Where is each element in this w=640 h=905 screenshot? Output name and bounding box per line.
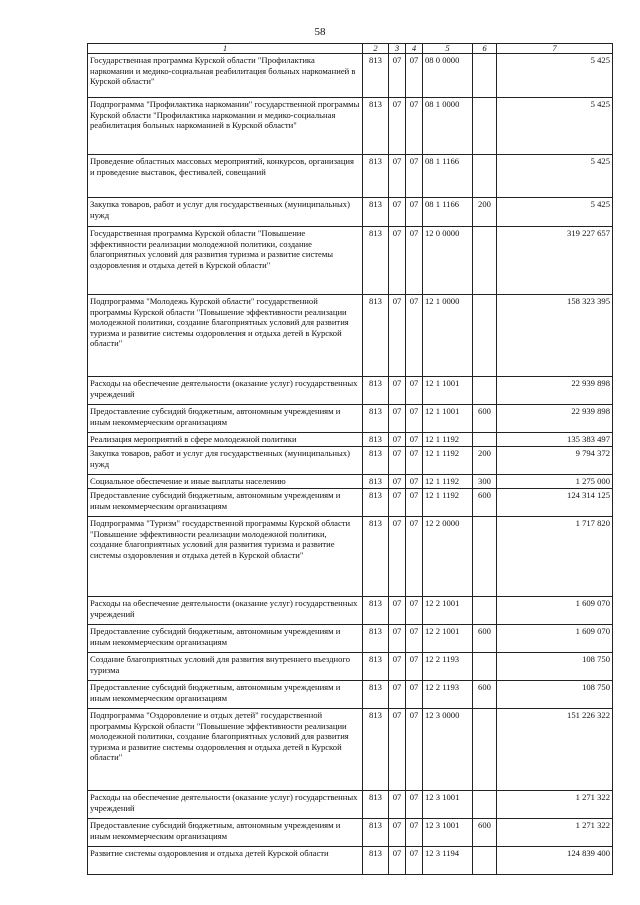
- row-grbs: 813: [363, 447, 389, 475]
- table-row: [88, 433, 613, 447]
- row-target-article: 08 1 0000: [423, 98, 473, 155]
- row-sum: 5 425: [497, 98, 613, 155]
- row-target-article: 08 1 1166: [423, 155, 473, 198]
- table-row: [88, 819, 613, 847]
- row-subsection: 07: [406, 681, 423, 709]
- row-expense-type: [473, 295, 497, 377]
- row-subsection: 07: [406, 98, 423, 155]
- row-subsection: 07: [406, 819, 423, 847]
- row-name: Закупка товаров, работ и услуг для государственных (муниципальных) нужд: [88, 447, 363, 475]
- table-row: [88, 155, 613, 198]
- table-row: [88, 98, 613, 155]
- row-name: Подпрограмма "Оздоровление и отдых детей" государственной программы Курской области "Повышение эффективности реализации молодежной политики, создание благоприятных условий для развития туризма и развитие системы оздоровления и отдыха детей в Курской области": [88, 709, 363, 791]
- row-target-article: 12 2 1193: [423, 681, 473, 709]
- row-section: 07: [389, 709, 406, 791]
- row-sum: 5 425: [497, 155, 613, 198]
- row-target-article: 12 2 0000: [423, 517, 473, 597]
- row-subsection: 07: [406, 447, 423, 475]
- row-target-article: 12 3 0000: [423, 709, 473, 791]
- row-target-article: 12 2 1001: [423, 625, 473, 653]
- row-target-article: 12 2 1193: [423, 653, 473, 681]
- row-sum: 1 271 322: [497, 791, 613, 819]
- table-header-row: [88, 44, 613, 54]
- row-grbs: 813: [363, 819, 389, 847]
- row-sum: 151 226 322: [497, 709, 613, 791]
- row-section: 07: [389, 405, 406, 433]
- row-subsection: 07: [406, 653, 423, 681]
- row-subsection: 07: [406, 489, 423, 517]
- row-grbs: 813: [363, 405, 389, 433]
- row-subsection: 07: [406, 433, 423, 447]
- row-sum: 108 750: [497, 681, 613, 709]
- header-col-grbs: 2: [363, 44, 389, 54]
- row-sum: 5 425: [497, 54, 613, 98]
- row-grbs: 813: [363, 791, 389, 819]
- row-sum: 5 425: [497, 198, 613, 227]
- row-expense-type: [473, 517, 497, 597]
- row-grbs: 813: [363, 295, 389, 377]
- header-col-name: 1: [88, 44, 363, 54]
- table-row: [88, 489, 613, 517]
- row-sum: 319 227 657: [497, 227, 613, 295]
- row-grbs: 813: [363, 155, 389, 198]
- table-row: [88, 377, 613, 405]
- row-section: 07: [389, 295, 406, 377]
- row-sum: 22 939 898: [497, 405, 613, 433]
- row-section: 07: [389, 155, 406, 198]
- row-expense-type: [473, 54, 497, 98]
- row-grbs: 813: [363, 377, 389, 405]
- row-section: 07: [389, 98, 406, 155]
- row-name: Предоставление субсидий бюджетным, автономным учреждениям и иным некоммерческим организациям: [88, 819, 363, 847]
- row-subsection: 07: [406, 625, 423, 653]
- row-name: Расходы на обеспечение деятельности (оказание услуг) государственных учреждений: [88, 791, 363, 819]
- row-subsection: 07: [406, 227, 423, 295]
- row-name: Государственная программа Курской области "Профилактика наркомании и медико-социальная реабилитация больных наркоманией в Курской области": [88, 54, 363, 98]
- budget-table: [87, 43, 613, 875]
- table-row: [88, 475, 613, 489]
- row-name: Проведение областных массовых мероприятий, конкурсов, организация и проведение выставок, фестивалей, совещаний: [88, 155, 363, 198]
- row-grbs: 813: [363, 198, 389, 227]
- row-name: Подпрограмма "Туризм" государственной программы Курской области "Повышение эффективности реализации молодежной политики, создание благоприятных условий для развития туризма и развитие системы оздоровления и отдыха детей в Курской области": [88, 517, 363, 597]
- row-sum: 135 383 497: [497, 433, 613, 447]
- row-target-article: 12 1 0000: [423, 295, 473, 377]
- row-name: Подпрограмма "Профилактика наркомании" государственной программы Курской области "Профилактика наркомании и медико-социальная реабилитация больных наркоманией в Курской области": [88, 98, 363, 155]
- row-name: Расходы на обеспечение деятельности (оказание услуг) государственных учреждений: [88, 377, 363, 405]
- table-row: [88, 447, 613, 475]
- row-expense-type: 300: [473, 475, 497, 489]
- row-name: Предоставление субсидий бюджетным, автономным учреждениям и иным некоммерческим организациям: [88, 681, 363, 709]
- row-expense-type: [473, 155, 497, 198]
- row-expense-type: 200: [473, 198, 497, 227]
- row-sum: 1 609 070: [497, 597, 613, 625]
- row-grbs: 813: [363, 517, 389, 597]
- table-body: [88, 54, 613, 875]
- row-subsection: 07: [406, 405, 423, 433]
- row-sum: 124 314 125: [497, 489, 613, 517]
- row-section: 07: [389, 847, 406, 875]
- table-row: [88, 709, 613, 791]
- row-target-article: 12 2 1001: [423, 597, 473, 625]
- table-row: [88, 847, 613, 875]
- row-subsection: 07: [406, 295, 423, 377]
- row-subsection: 07: [406, 198, 423, 227]
- row-expense-type: [473, 377, 497, 405]
- page-number: 58: [314, 26, 326, 38]
- row-target-article: 08 1 1166: [423, 198, 473, 227]
- table-row: [88, 295, 613, 377]
- row-grbs: 813: [363, 227, 389, 295]
- row-section: 07: [389, 54, 406, 98]
- row-subsection: 07: [406, 475, 423, 489]
- row-sum: 158 323 395: [497, 295, 613, 377]
- row-grbs: 813: [363, 475, 389, 489]
- row-section: 07: [389, 819, 406, 847]
- row-target-article: 12 1 1001: [423, 405, 473, 433]
- row-section: 07: [389, 447, 406, 475]
- row-section: 07: [389, 489, 406, 517]
- row-target-article: 12 3 1001: [423, 819, 473, 847]
- row-target-article: 12 1 1192: [423, 475, 473, 489]
- row-expense-type: 600: [473, 489, 497, 517]
- row-subsection: 07: [406, 377, 423, 405]
- row-sum: 22 939 898: [497, 377, 613, 405]
- row-subsection: 07: [406, 709, 423, 791]
- row-name: Создание благоприятных условий для развития внутреннего въездного туризма: [88, 653, 363, 681]
- row-sum: 1 609 070: [497, 625, 613, 653]
- row-name: Предоставление субсидий бюджетным, автономным учреждениям и иным некоммерческим организациям: [88, 489, 363, 517]
- row-name: Государственная программа Курской области "Повышение эффективности реализации молодежной политики, создание благоприятных условий для развития туризма и развитие системы оздоровления и отдыха детей в Курской области": [88, 227, 363, 295]
- header-col-section: 3: [389, 44, 406, 54]
- row-section: 07: [389, 433, 406, 447]
- table-row: [88, 681, 613, 709]
- header-col-target-article: 5: [423, 44, 473, 54]
- row-expense-type: 600: [473, 819, 497, 847]
- table-row: [88, 597, 613, 625]
- table-row: [88, 625, 613, 653]
- row-section: 07: [389, 597, 406, 625]
- row-name: Предоставление субсидий бюджетным, автономным учреждениям и иным некоммерческим организациям: [88, 625, 363, 653]
- row-sum: 1 271 322: [497, 819, 613, 847]
- row-name: Подпрограмма "Молодежь Курской области" государственной программы Курской области "Повышение эффективности реализации молодежной политики, создание благоприятных условий для развития туризма и развитие системы оздоровления и отдыха детей в Курской области": [88, 295, 363, 377]
- row-target-article: 12 3 1001: [423, 791, 473, 819]
- row-name: Реализация мероприятий в сфере молодежной политики: [88, 433, 363, 447]
- row-grbs: 813: [363, 709, 389, 791]
- table-row: [88, 198, 613, 227]
- table-row: [88, 653, 613, 681]
- row-name: Предоставление субсидий бюджетным, автономным учреждениям и иным некоммерческим организациям: [88, 405, 363, 433]
- row-section: 07: [389, 198, 406, 227]
- row-grbs: 813: [363, 54, 389, 98]
- row-subsection: 07: [406, 597, 423, 625]
- row-expense-type: [473, 847, 497, 875]
- row-subsection: 07: [406, 517, 423, 597]
- row-section: 07: [389, 681, 406, 709]
- row-section: 07: [389, 377, 406, 405]
- row-subsection: 07: [406, 847, 423, 875]
- row-section: 07: [389, 625, 406, 653]
- row-expense-type: [473, 227, 497, 295]
- row-sum: 1 717 820: [497, 517, 613, 597]
- row-target-article: 12 1 1192: [423, 433, 473, 447]
- header-col-subsection: 4: [406, 44, 423, 54]
- table-row: [88, 54, 613, 98]
- row-expense-type: 600: [473, 681, 497, 709]
- row-subsection: 07: [406, 54, 423, 98]
- row-expense-type: [473, 597, 497, 625]
- row-expense-type: 200: [473, 447, 497, 475]
- row-expense-type: [473, 98, 497, 155]
- row-section: 07: [389, 475, 406, 489]
- row-section: 07: [389, 653, 406, 681]
- row-grbs: 813: [363, 653, 389, 681]
- row-expense-type: 600: [473, 625, 497, 653]
- row-grbs: 813: [363, 597, 389, 625]
- table-row: [88, 405, 613, 433]
- row-name: Закупка товаров, работ и услуг для государственных (муниципальных) нужд: [88, 198, 363, 227]
- row-target-article: 12 1 1192: [423, 489, 473, 517]
- table-row: [88, 517, 613, 597]
- row-name: Расходы на обеспечение деятельности (оказание услуг) государственных учреждений: [88, 597, 363, 625]
- row-expense-type: [473, 791, 497, 819]
- row-grbs: 813: [363, 625, 389, 653]
- row-grbs: 813: [363, 681, 389, 709]
- header-col-sum: 7: [497, 44, 613, 54]
- row-grbs: 813: [363, 489, 389, 517]
- row-name: Развитие системы оздоровления и отдыха детей Курской области: [88, 847, 363, 875]
- row-expense-type: [473, 653, 497, 681]
- row-subsection: 07: [406, 791, 423, 819]
- header-col-expense-type: 6: [473, 44, 497, 54]
- row-grbs: 813: [363, 433, 389, 447]
- row-target-article: 12 3 1194: [423, 847, 473, 875]
- table-row: [88, 227, 613, 295]
- row-subsection: 07: [406, 155, 423, 198]
- row-sum: 124 839 400: [497, 847, 613, 875]
- row-sum: 108 750: [497, 653, 613, 681]
- row-target-article: 08 0 0000: [423, 54, 473, 98]
- row-sum: 1 275 000: [497, 475, 613, 489]
- table-row: [88, 791, 613, 819]
- row-target-article: 12 1 1192: [423, 447, 473, 475]
- row-expense-type: [473, 433, 497, 447]
- row-sum: 9 794 372: [497, 447, 613, 475]
- row-grbs: 813: [363, 847, 389, 875]
- row-expense-type: 600: [473, 405, 497, 433]
- row-grbs: 813: [363, 98, 389, 155]
- row-target-article: 12 0 0000: [423, 227, 473, 295]
- row-section: 07: [389, 791, 406, 819]
- row-expense-type: [473, 709, 497, 791]
- row-name: Социальное обеспечение и иные выплаты населению: [88, 475, 363, 489]
- row-section: 07: [389, 517, 406, 597]
- row-target-article: 12 1 1001: [423, 377, 473, 405]
- row-section: 07: [389, 227, 406, 295]
